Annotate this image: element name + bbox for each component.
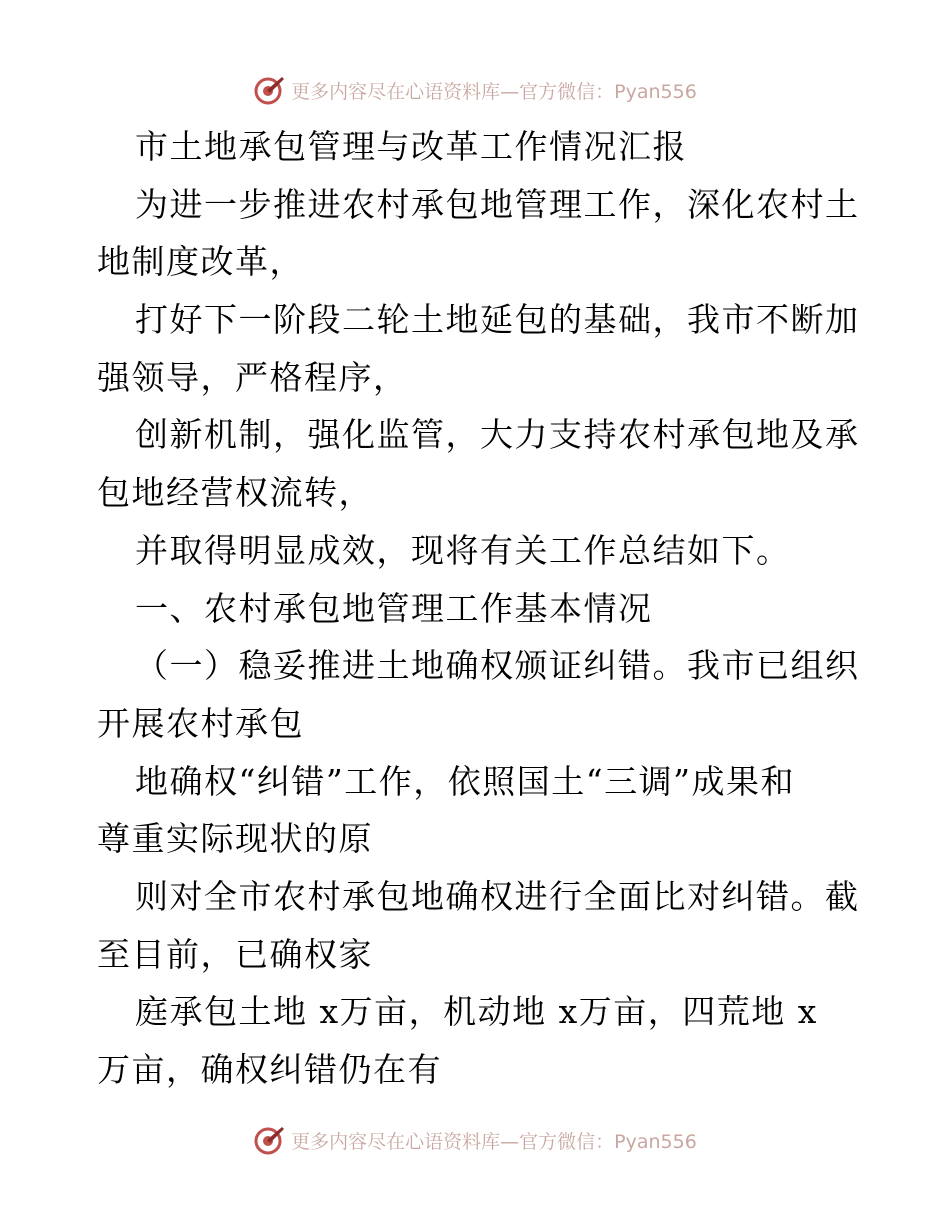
text-line: 并取得明显成效，现将有关工作总结如下。 bbox=[135, 530, 791, 570]
header-watermark bbox=[0, 70, 950, 110]
watermark-text: 更多内容尽在心语资料库—官方微信：Pyan556 bbox=[291, 1130, 697, 1153]
text-line: 万亩，确权纠错仍在有 bbox=[97, 1050, 442, 1089]
text-line: 尊重实际现状的原 bbox=[97, 819, 373, 859]
text-line: 至目前，已确权家 bbox=[97, 934, 373, 974]
brush-logo-icon bbox=[253, 74, 285, 106]
text-line: 为进一步推进农村承包地管理工作，深化农村土 bbox=[135, 184, 860, 224]
footer-watermark bbox=[0, 1120, 950, 1160]
text-line: 庭承包土地 x万亩，机动地 x万亩，四荒地 x bbox=[135, 992, 818, 1032]
text-line: 强领导，严格程序， bbox=[97, 357, 408, 397]
text-line: 地确权“纠错”工作，依照国土“三调”成果和 bbox=[135, 761, 795, 801]
text-line: （一）稳妥推进土地确权颁证纠错。我市已组织 bbox=[135, 646, 860, 686]
text-line: 开展农村承包 bbox=[97, 703, 304, 743]
text-line: 包地经营权流转， bbox=[97, 473, 373, 513]
text-line: 地制度改革， bbox=[97, 242, 304, 282]
text-line: 创新机制，强化监管，大力支持农村承包地及承 bbox=[135, 415, 860, 455]
text-line: 打好下一阶段二轮土地延包的基础，我市不断加 bbox=[135, 300, 860, 340]
document-title: 市土地承包管理与改革工作情况汇报 bbox=[135, 127, 687, 166]
text-line: 一、农村承包地管理工作基本情况 bbox=[135, 588, 653, 628]
brush-logo-icon bbox=[253, 1124, 285, 1156]
watermark-text: 更多内容尽在心语资料库—官方微信：Pyan556 bbox=[291, 80, 697, 103]
text-line: 则对全市农村承包地确权进行全面比对纠错。截 bbox=[135, 876, 860, 916]
document-body bbox=[97, 118, 860, 1099]
